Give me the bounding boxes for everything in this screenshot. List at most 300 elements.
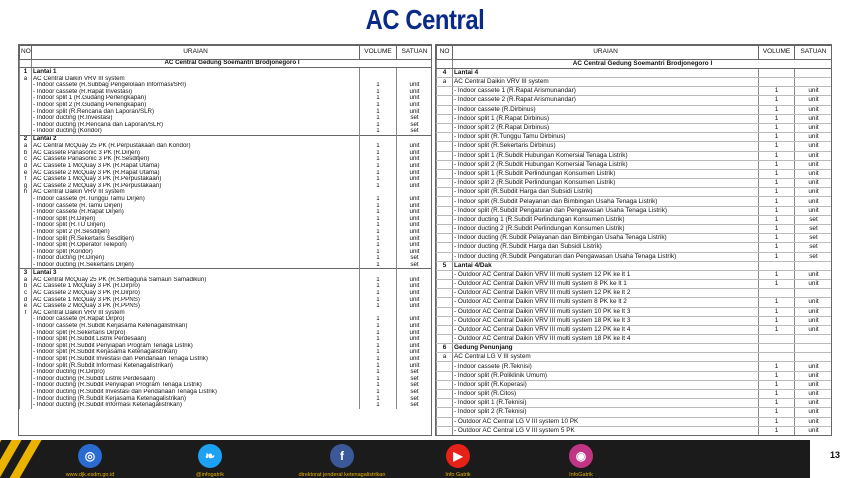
table-row: [437, 87, 833, 96]
row-no: [20, 369, 32, 376]
row-no: [437, 298, 453, 307]
row-no: 6: [437, 344, 453, 353]
table-row: [437, 417, 833, 426]
row-volume: 1: [759, 325, 795, 334]
row-uraian: AC Central Daikin VRV III system: [32, 189, 360, 196]
row-uraian: Lantai 4: [453, 69, 759, 78]
row-volume: 1: [759, 390, 795, 399]
row-satuan: [795, 344, 833, 353]
row-satuan: unit: [397, 216, 433, 223]
row-satuan: [397, 310, 433, 317]
row-uraian: - Indoor cassete (R.Rapat Dirjen): [32, 209, 360, 216]
footer-link-label[interactable]: Info Gatrik: [445, 472, 471, 478]
row-volume: 1: [360, 277, 397, 284]
row-satuan: unit: [795, 179, 833, 188]
row-no: [437, 225, 453, 234]
table-row: [437, 335, 833, 344]
row-satuan: unit: [795, 270, 833, 279]
row-no: 4: [437, 69, 453, 78]
row-uraian: - Outdoor AC Central Daikin VRV III multi system 10 PK ke lt 3: [453, 307, 759, 316]
row-volume: 1: [360, 108, 397, 115]
table-row: [20, 183, 433, 190]
row-uraian: AC Cassete 2 McQuay 3 PK (R.Perpustakaan): [32, 183, 360, 190]
table-row: [437, 78, 833, 87]
row-satuan: unit: [795, 96, 833, 105]
row-uraian: - Indoor split (R.Subdit Listrik Perdesaan): [32, 336, 360, 343]
row-volume: 1: [360, 255, 397, 262]
youtube-icon[interactable]: ▶: [446, 444, 470, 468]
row-uraian: - Indoor split 1 (R.Gudang Perlengkapan): [32, 95, 360, 102]
row-volume: 1: [759, 179, 795, 188]
row-no: e: [20, 303, 32, 310]
row-satuan: unit: [397, 343, 433, 350]
table-row: [20, 170, 433, 177]
row-volume: 1: [360, 102, 397, 109]
row-uraian: - Indoor ducting 1 (R.Subdit Perlindungan Konsumen Listrik): [453, 215, 759, 224]
row-uraian: - Indoor split (R.Poliklinik Umum): [453, 371, 759, 380]
footer-link-label[interactable]: @infogatrik: [196, 472, 224, 478]
row-volume: 1: [759, 169, 795, 178]
footer-bar: [0, 440, 850, 478]
table-row: [437, 96, 833, 105]
footer-link-label[interactable]: InfoGatrik: [569, 472, 593, 478]
row-volume: 1: [759, 188, 795, 197]
row-uraian: AC Central Daikin VRV III system: [32, 76, 360, 83]
row-no: 3: [20, 269, 32, 277]
row-volume: [759, 335, 795, 344]
table-row: [20, 89, 433, 96]
row-no: [20, 255, 32, 262]
row-satuan: set: [397, 395, 433, 402]
row-uraian: - Indoor cassete 2 (R.Rapat Arismunandar): [453, 96, 759, 105]
table-row: [437, 243, 833, 252]
row-no: c: [20, 290, 32, 297]
row-no: [437, 151, 453, 160]
table-row: [20, 249, 433, 256]
table-row: [437, 151, 833, 160]
row-uraian: - Outdoor AC Central Daikin VRV III multi system 12 PK ke lt 2: [453, 289, 759, 298]
row-uraian: - Indoor split (R.Sekertaris Dirbinus): [453, 142, 759, 151]
row-volume: 1: [360, 122, 397, 129]
row-uraian: - Indoor ducting (R.Subdit Listrik Perdesaan): [32, 376, 360, 383]
table-row: [20, 203, 433, 210]
table-row: [437, 133, 833, 142]
table-row: [437, 160, 833, 169]
row-no: [20, 196, 32, 203]
table-row: [20, 290, 433, 297]
row-satuan: unit: [795, 316, 833, 325]
row-no: [437, 390, 453, 399]
row-no: [437, 307, 453, 316]
row-no: [437, 96, 453, 105]
row-volume: 1: [360, 209, 397, 216]
row-volume: 1: [759, 417, 795, 426]
row-uraian: - Indoor split 2 (R.Subdit Hubungan Komersial Tenaga Listrik): [453, 160, 759, 169]
row-no: a: [437, 78, 453, 87]
row-volume: 1: [759, 197, 795, 206]
table-row: [437, 408, 833, 417]
table-row: [20, 222, 433, 229]
row-volume: 1: [360, 262, 397, 269]
row-volume: 1: [360, 95, 397, 102]
row-satuan: unit: [397, 176, 433, 183]
row-no: [20, 108, 32, 115]
row-volume: 1: [360, 143, 397, 150]
row-volume: 1: [360, 163, 397, 170]
row-volume: 1: [360, 249, 397, 256]
instagram-icon[interactable]: ◉: [569, 444, 593, 468]
row-no: [437, 335, 453, 344]
row-volume: 1: [759, 243, 795, 252]
row-uraian: - Indoor split (R.Rencana dan Laporan/SLR): [32, 108, 360, 115]
row-satuan: unit: [795, 169, 833, 178]
row-volume: 1: [360, 283, 397, 290]
row-uraian: - Indoor split 2 (R.Gudang Perlengkapan): [32, 102, 360, 109]
table-row: [20, 216, 433, 223]
table-row: [20, 369, 433, 376]
row-volume: [759, 289, 795, 298]
row-no: [437, 133, 453, 142]
row-satuan: unit: [397, 297, 433, 304]
row-volume: 1: [360, 343, 397, 350]
table-row: [437, 69, 833, 78]
row-satuan: [795, 353, 833, 362]
table-row: [437, 60, 833, 69]
row-satuan: unit: [795, 133, 833, 142]
row-volume: 1: [759, 160, 795, 169]
row-volume: 1: [759, 371, 795, 380]
row-satuan: unit: [397, 242, 433, 249]
row-uraian: AC Cassete 2 McQuay 3 PK (R.Rapat Utama): [32, 170, 360, 177]
row-satuan: unit: [795, 362, 833, 371]
row-uraian: - Indoor cassete (R.Subdit Kerjasama Ketenagalistrikan): [32, 323, 360, 330]
row-no: [437, 325, 453, 334]
row-satuan: unit: [397, 156, 433, 163]
table-row: [437, 179, 833, 188]
row-satuan: unit: [795, 408, 833, 417]
row-volume: 1: [759, 96, 795, 105]
row-satuan: unit: [795, 307, 833, 316]
row-satuan: set: [795, 225, 833, 234]
table-row: [437, 215, 833, 224]
row-satuan: unit: [397, 316, 433, 323]
row-volume: 1: [360, 183, 397, 190]
footer-link-label[interactable]: direktorat jenderal ketenagalistrikan: [298, 472, 386, 478]
row-no: d: [20, 297, 32, 304]
row-uraian: AC Cassete 1 McQuay 3 PK (R.PPNS): [32, 297, 360, 304]
table-row: [437, 298, 833, 307]
row-uraian: - Indoor split 2 (R.Rapat Dirbinus): [453, 123, 759, 132]
row-uraian: - Indoor cassete (R.Subbag Pengelolaan Informasi/SRI): [32, 82, 360, 89]
row-volume: 1: [360, 323, 397, 330]
row-satuan: unit: [397, 143, 433, 150]
table-row: [20, 303, 433, 310]
row-volume: [360, 76, 397, 83]
row-no: a: [20, 76, 32, 83]
row-uraian: - Indoor split 2 (R.Sesditjen): [32, 229, 360, 236]
row-uraian: Gedung Penunjang: [453, 344, 759, 353]
row-satuan: [795, 69, 833, 78]
col-header-uraian: URAIAN: [453, 46, 759, 60]
table-row: [20, 95, 433, 102]
table-row: [20, 336, 433, 343]
row-uraian: - Indoor cassete 1 (R.Rapat Arismunandar): [453, 87, 759, 96]
row-no: [437, 417, 453, 426]
row-uraian: - Indoor split 1 (R.Subdit Perlindungan Konsumen Listrik): [453, 169, 759, 178]
row-satuan: unit: [397, 150, 433, 157]
row-satuan: unit: [397, 290, 433, 297]
row-satuan: unit: [397, 163, 433, 170]
table-row: [20, 343, 433, 350]
row-volume: 1: [360, 362, 397, 369]
row-volume: 1: [360, 303, 397, 310]
row-uraian: - Indoor cassete (R.Teknisi): [453, 362, 759, 371]
row-satuan: unit: [795, 151, 833, 160]
row-volume: 1: [759, 316, 795, 325]
left-table: [19, 45, 432, 409]
row-uraian: - Indoor ducting (R.Subdit Kerjasama Ketenagalistrikan): [32, 395, 360, 402]
left-table-panel: [18, 44, 432, 436]
row-no: [20, 316, 32, 323]
row-satuan: unit: [397, 222, 433, 229]
row-uraian: - Outdoor AC Central Daikin VRV III multi system 8 PK ke lt 1: [453, 279, 759, 288]
row-uraian: - Outdoor AC Central Daikin VRV III multi system 18 PK ke lt 4: [453, 335, 759, 344]
table-row: [20, 122, 433, 129]
table-row: [437, 399, 833, 408]
row-satuan: [397, 189, 433, 196]
row-uraian: Lantai 1: [32, 68, 360, 76]
table-row: [20, 395, 433, 402]
row-uraian: - Indoor ducting 2 (R.Subdit Perlindungan Konsumen Listrik): [453, 225, 759, 234]
row-volume: 1: [759, 399, 795, 408]
row-volume: 1: [759, 279, 795, 288]
row-uraian: - Indoor ducting (R.Subdit Harga dan Subsidi Listrik): [453, 243, 759, 252]
row-uraian: - Indoor split (R.Subdit Informasi Ketenagalistrikan): [32, 362, 360, 369]
table-row: [20, 283, 433, 290]
row-no: [437, 60, 453, 69]
page-number: 13: [829, 450, 840, 460]
table-row: [20, 128, 433, 135]
row-no: [437, 169, 453, 178]
row-satuan: set: [397, 262, 433, 269]
row-no: [20, 262, 32, 269]
row-satuan: unit: [397, 196, 433, 203]
row-satuan: set: [795, 252, 833, 261]
row-uraian: - Indoor split 2 (R.Subdit Perlindungan Konsumen Listrik): [453, 179, 759, 188]
table-row: [20, 229, 433, 236]
table-row: [20, 255, 433, 262]
row-volume: 1: [759, 142, 795, 151]
row-no: [437, 399, 453, 408]
row-volume: [759, 344, 795, 353]
right-table-panel: [435, 44, 832, 436]
row-no: [20, 216, 32, 223]
row-volume: [360, 135, 397, 143]
row-satuan: unit: [795, 279, 833, 288]
row-no: [437, 114, 453, 123]
table-row: [20, 60, 433, 68]
row-no: [437, 123, 453, 132]
row-volume: 1: [360, 290, 397, 297]
row-satuan: set: [397, 382, 433, 389]
row-satuan: unit: [397, 283, 433, 290]
twitter-icon[interactable]: ❧: [198, 444, 222, 468]
right-table: [436, 45, 832, 436]
row-satuan: unit: [795, 114, 833, 123]
row-no: [20, 343, 32, 350]
table-row: [20, 115, 433, 122]
row-uraian: - Indoor cassete (R.Rapat Dirpro): [32, 316, 360, 323]
row-no: [437, 380, 453, 389]
row-uraian: Lantai 3: [32, 269, 360, 277]
row-volume: 1: [360, 150, 397, 157]
row-satuan: unit: [397, 95, 433, 102]
facebook-icon[interactable]: f: [330, 444, 354, 468]
row-satuan: unit: [397, 235, 433, 242]
table-row: [437, 114, 833, 123]
row-uraian: AC Cassete 2 McQuay 3 PK (R.PPNS): [32, 303, 360, 310]
row-volume: 1: [759, 87, 795, 96]
table-row: [20, 269, 433, 277]
row-no: [20, 356, 32, 363]
row-no: [437, 142, 453, 151]
table-row: [20, 316, 433, 323]
row-no: [20, 389, 32, 396]
row-uraian: - Indoor split (R.Tunggu Tamu Dirbinus): [453, 133, 759, 142]
row-no: [20, 95, 32, 102]
building-subheader: AC Central Gedung Soemantri Brodjonegoro I: [32, 60, 433, 68]
row-satuan: unit: [795, 380, 833, 389]
row-volume: 1: [759, 133, 795, 142]
row-uraian: - Indoor ducting (R.Subdit Informasi Ketenagalistrikan): [32, 402, 360, 409]
row-volume: 1: [360, 349, 397, 356]
row-uraian: - Outdoor AC Central LG V III system 10 PK: [453, 417, 759, 426]
row-no: [20, 82, 32, 89]
row-uraian: - Indoor split (R.Subdit Pengaturan dan Pengawasan Usaha Tenaga Listrik): [453, 206, 759, 215]
table-row: [20, 163, 433, 170]
row-no: [20, 395, 32, 402]
row-uraian: Lantai 4/Dak: [453, 261, 759, 270]
row-volume: 1: [360, 170, 397, 177]
table-row: [20, 156, 433, 163]
row-volume: 1: [360, 369, 397, 376]
row-volume: 1: [360, 222, 397, 229]
row-volume: 1: [360, 382, 397, 389]
row-uraian: AC Central Daikin VRV III system: [453, 78, 759, 87]
row-satuan: unit: [397, 349, 433, 356]
row-no: [20, 235, 32, 242]
row-uraian: AC Central McQuay 25 PK (R.Perpustakaan dan Koridor): [32, 143, 360, 150]
row-volume: 1: [360, 330, 397, 337]
row-uraian: - Indoor ducting (R.Dirjen): [32, 255, 360, 262]
row-uraian: - Indoor split (R.Koperasi): [453, 380, 759, 389]
row-uraian: - Outdoor AC Central Daikin VRV III multi system 12 PK ke lt 4: [453, 325, 759, 334]
row-no: [20, 89, 32, 96]
row-uraian: - Indoor split 1 (R.Teknisi): [453, 399, 759, 408]
row-uraian: - Indoor ducting (R.Investasi): [32, 115, 360, 122]
row-uraian: AC Central Daikin VRV III system: [32, 310, 360, 317]
row-satuan: set: [397, 402, 433, 409]
row-volume: [360, 269, 397, 277]
row-satuan: unit: [397, 102, 433, 109]
row-volume: 1: [360, 242, 397, 249]
row-satuan: set: [397, 376, 433, 383]
table-row: [20, 196, 433, 203]
row-satuan: unit: [795, 188, 833, 197]
row-uraian: - Indoor split (R.Sekertaris Sesditjen): [32, 235, 360, 242]
col-header-no: NO: [20, 46, 32, 60]
row-no: a: [20, 277, 32, 284]
row-no: [20, 323, 32, 330]
right-table-body: [437, 60, 833, 436]
row-volume: 1: [759, 215, 795, 224]
row-no: [20, 102, 32, 109]
row-uraian: AC Cassete Panasonic 3 PK (R.Sesditjen): [32, 156, 360, 163]
row-no: a: [20, 143, 32, 150]
footer-link-label[interactable]: www.djk.esdm.go.id: [65, 472, 115, 478]
row-uraian: - Indoor split 1 (R.Subdit Hubungan Komersial Tenaga Listrik): [453, 151, 759, 160]
table-row: [437, 362, 833, 371]
table-row: [20, 143, 433, 150]
row-uraian: - Indoor ducting (R.Rencana dan Laporan/SLR): [32, 122, 360, 129]
row-volume: 1: [759, 426, 795, 435]
row-satuan: unit: [795, 371, 833, 380]
table-row: [437, 225, 833, 234]
row-satuan: [397, 269, 433, 277]
table-row: [20, 102, 433, 109]
row-uraian: AC Central McQuay 25 PK (R.Serbaguna Samaun Samadikun): [32, 277, 360, 284]
table-row: [20, 68, 433, 76]
row-volume: 1: [759, 225, 795, 234]
row-volume: [360, 68, 397, 76]
row-volume: 1: [360, 128, 397, 135]
table-row: [20, 349, 433, 356]
row-uraian: - Indoor ducting (R.Subdit Penyiapan Program Tenaga Listrik): [32, 382, 360, 389]
table-row: [20, 242, 433, 249]
col-header-no: NO: [437, 46, 453, 60]
row-volume: 1: [360, 89, 397, 96]
row-no: [437, 362, 453, 371]
col-header-uraian: URAIAN: [32, 46, 360, 60]
row-volume: 1: [759, 123, 795, 132]
row-no: [20, 249, 32, 256]
row-satuan: unit: [397, 330, 433, 337]
table-row: [20, 356, 433, 363]
globe-icon[interactable]: ◎: [78, 444, 102, 468]
row-uraian: AC Cassete Panasonic 3 PK (R.Dirjen): [32, 150, 360, 157]
table-row: [20, 362, 433, 369]
row-no: [20, 382, 32, 389]
row-satuan: unit: [795, 206, 833, 215]
row-satuan: set: [397, 369, 433, 376]
col-header-volume: VOLUME: [360, 46, 397, 60]
row-no: f: [20, 310, 32, 317]
row-satuan: unit: [397, 323, 433, 330]
row-satuan: [795, 78, 833, 87]
row-satuan: unit: [795, 160, 833, 169]
table-row: [437, 325, 833, 334]
row-no: 2: [20, 135, 32, 143]
row-no: [437, 215, 453, 224]
table-row: [20, 209, 433, 216]
row-no: [20, 336, 32, 343]
row-satuan: set: [397, 115, 433, 122]
row-volume: 1: [360, 376, 397, 383]
row-satuan: unit: [795, 390, 833, 399]
row-no: [20, 203, 32, 210]
row-uraian: - Indoor ducting (R.Subdit Investasi dan Pendanaan Tenaga Listrik): [32, 389, 360, 396]
row-no: [437, 270, 453, 279]
